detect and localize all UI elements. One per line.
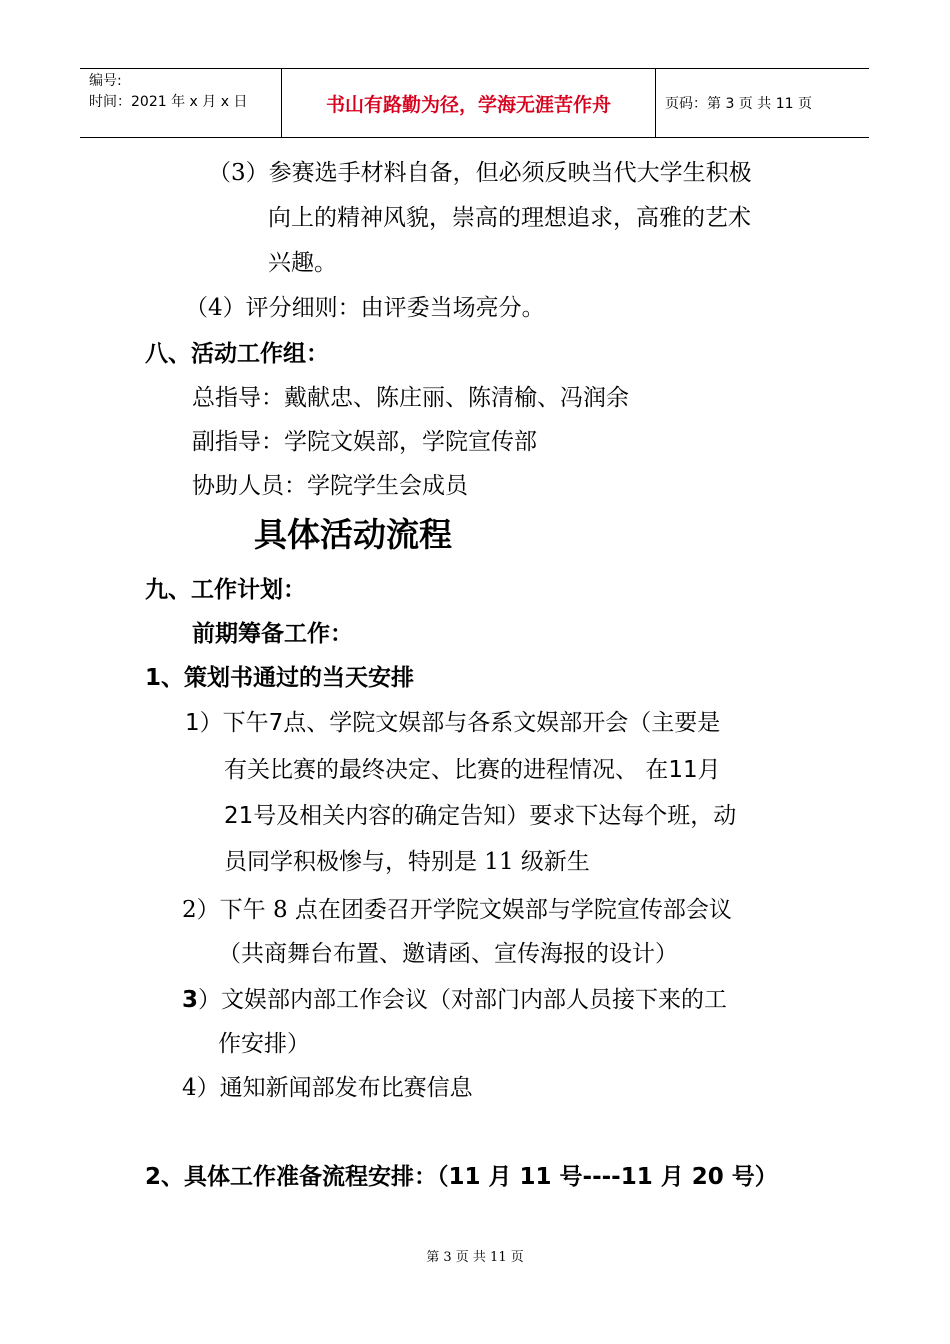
step1-heading: 1、策划书通过的当天安排: [145, 665, 415, 691]
item3-line1: （3）参赛选手材料自备，但必须反映当代大学生积极: [208, 160, 752, 186]
s1c-line1: 3）文娱部内部工作会议（对部门内部人员接下来的工: [182, 987, 728, 1013]
page-footer: 第 3 页 共 11 页: [426, 1250, 524, 1265]
s1a-line1: 1）下午7点、学院文娱部与各系文娱部开会（主要是: [185, 710, 721, 736]
number-label: 编号:: [89, 73, 122, 89]
s1c-line2: 作安排）: [218, 1031, 310, 1057]
s1a-line2: 有关比赛的最终决定、比赛的进程情况、 在11月: [224, 757, 721, 783]
time-label: 时间：2021 年 x 月 x 日: [89, 94, 248, 110]
item4: （4）评分细则：由评委当场亮分。: [185, 295, 545, 321]
s1a-line3: 21号及相关内容的确定告知）要求下达每个班，动: [224, 803, 737, 829]
deputy-director: 副指导：学院文娱部，学院宣传部: [192, 429, 537, 455]
section8-heading: 八、活动工作组：: [145, 341, 329, 367]
prep-heading: 前期筹备工作：: [192, 621, 353, 647]
item3-line2: 向上的精神风貌，崇高的理想追求，高雅的艺术: [268, 205, 751, 231]
chief-director: 总指导：戴献忠、陈庄丽、陈清榆、冯润余: [192, 385, 629, 411]
s1b-line2: （共商舞台布置、邀请函、宣传海报的设计）: [218, 941, 678, 967]
header-left-cell: [80, 69, 282, 137]
header-page-info: 页码：第 3 页 共 11 页: [665, 96, 812, 112]
s1a-line4: 员同学积极惨与，特别是 11 级新生: [224, 849, 590, 875]
header-motto: 书山有路勤为径，学海无涯苦作舟: [282, 69, 656, 137]
flow-title: 具体活动流程: [254, 515, 452, 554]
s1b-line1: 2）下午 8 点在团委召开学院文娱部与学院宣传部会议: [182, 897, 732, 923]
step2-heading: 2、具体工作准备流程安排：（11 月 11 号----11 月 20 号）: [145, 1164, 778, 1190]
s1a-number: 1: [185, 710, 200, 736]
header-table: [80, 68, 869, 138]
item3-line3: 兴趣。: [268, 250, 337, 276]
assistants: 协助人员：学院学生会成员: [192, 473, 468, 499]
s1d: 4）通知新闻部发布比赛信息: [182, 1075, 473, 1101]
section9-heading: 九、工作计划：: [145, 577, 306, 603]
